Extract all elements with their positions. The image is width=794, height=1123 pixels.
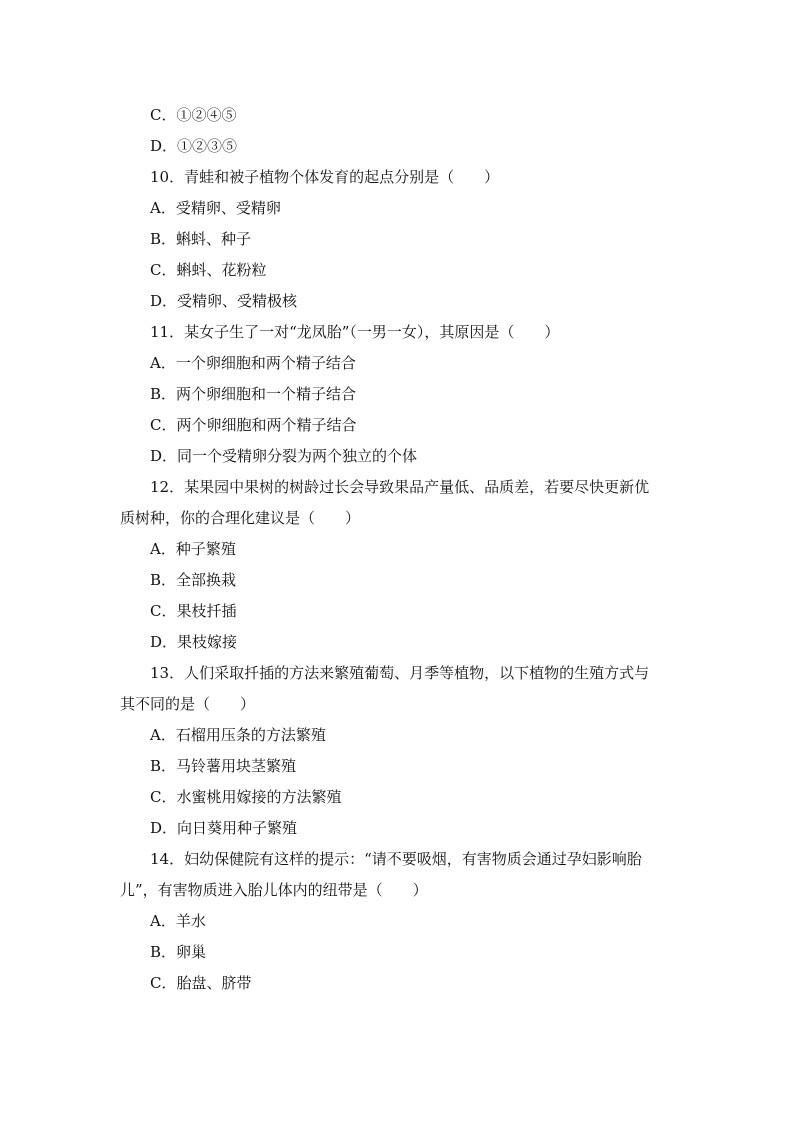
q14-option-a: A．羊水 — [150, 912, 206, 930]
q10-option-b: B．蝌蚪、种子 — [150, 230, 252, 248]
q10-option-d: D．受精卵、受精极核 — [150, 292, 298, 310]
q12-option-a: A．种子繁殖 — [150, 540, 236, 558]
q9-option-c: C．①②④⑤ — [150, 106, 237, 124]
q10-option-a: A．受精卵、受精卵 — [150, 199, 281, 217]
q13-stem-line1: 13．人们采取扦插的方法来繁殖葡萄、月季等植物，以下植物的生殖方式与 — [150, 664, 650, 682]
q12-option-c: C．果枝扦插 — [150, 602, 237, 620]
q11-option-b: B．两个卵细胞和一个精子结合 — [150, 385, 357, 403]
q11-stem: 11．某女子生了一对“龙凤胎”（一男一女），其原因是（ ） — [150, 323, 560, 341]
q13-option-a: A．石榴用压条的方法繁殖 — [150, 726, 326, 744]
question-list — [120, 100, 680, 999]
q11-option-c: C．两个卵细胞和两个精子结合 — [150, 416, 357, 434]
q10-option-c: C．蝌蚪、花粉粒 — [150, 261, 267, 279]
q12-option-b: B．全部换栽 — [150, 571, 237, 589]
q14-stem-line1: 14．妇幼保健院有这样的提示：“请不要吸烟，有害物质会通过孕妇影响胎 — [150, 850, 642, 868]
q12-stem-line2: 质树种，你的合理化建议是（ ） — [120, 509, 361, 527]
q13-option-d: D．向日葵用种子繁殖 — [150, 819, 298, 837]
q12-option-d: D．果枝嫁接 — [150, 633, 238, 651]
q11-option-a: A．一个卵细胞和两个精子结合 — [150, 354, 356, 372]
q13-option-c: C．水蜜桃用嫁接的方法繁殖 — [150, 788, 342, 806]
q14-option-b: B．卵巢 — [150, 943, 207, 961]
q14-option-c: C．胎盘、脐带 — [150, 974, 252, 992]
q13-option-b: B．马铃薯用块茎繁殖 — [150, 757, 297, 775]
q12-stem-line1: 12．某果园中果树的树龄过长会导致果品产量低、品质差，若要尽快更新优 — [150, 478, 650, 496]
q9-option-d: D．①②③⑤ — [150, 137, 238, 155]
q13-stem-line2: 其不同的是（ ） — [120, 695, 256, 713]
q14-stem-line2: 儿”，有害物质进入胎儿体内的纽带是（ ） — [120, 881, 428, 899]
q11-option-d: D．同一个受精卵分裂为两个独立的个体 — [150, 447, 418, 465]
q10-stem: 10．青蛙和被子植物个体发育的起点分别是（ ） — [150, 168, 500, 186]
